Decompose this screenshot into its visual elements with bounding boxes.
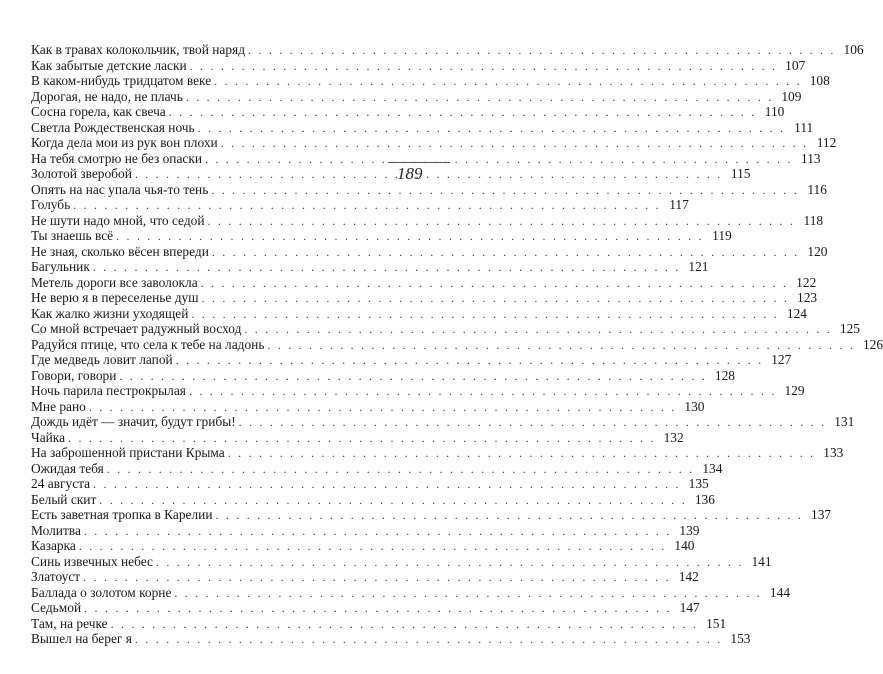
toc-entry-title: Белый скит: [31, 491, 97, 507]
dot-leader: [111, 617, 699, 633]
toc-entry-page: 135: [688, 476, 709, 491]
toc-entry: [31, 290, 818, 306]
dot-leader: [73, 198, 661, 214]
toc-entry-page: 108: [809, 73, 830, 88]
toc-entry: [31, 135, 837, 151]
toc-entry-title: Златоуст: [31, 569, 81, 584]
toc-entry: [31, 119, 814, 136]
dot-leader: [176, 353, 764, 369]
toc-entry: [31, 491, 715, 508]
toc-entry: [31, 42, 864, 58]
dot-leader: [228, 446, 816, 462]
toc-entry-page: 129: [784, 383, 805, 398]
toc-entry-title: Когда дела мои из рук вон плохи: [31, 135, 218, 150]
dot-leader: [79, 539, 667, 555]
toc-entry-title: Опять на нас упала чья-то тень: [31, 181, 209, 197]
toc-entry-page: 153: [730, 631, 751, 646]
toc-entry-page: 134: [702, 460, 723, 476]
toc-entry-page: 113: [801, 150, 821, 166]
toc-entry-title: Как жалко жизни уходящей: [31, 305, 189, 321]
toc-entry-title: Дорогая, не надо, не плачь: [31, 88, 183, 104]
dot-leader: [211, 183, 799, 199]
toc-entry-page: 111: [794, 119, 814, 135]
toc-entry-title: Светла Рождественская ночь: [31, 119, 195, 135]
toc-entry-title: Сосна горела, как свеча: [31, 104, 166, 119]
toc-entry-title: Не верю я в переселенье душ: [31, 290, 199, 305]
toc-entry: [31, 522, 700, 539]
dot-leader: [156, 555, 744, 571]
toc-entry: [31, 259, 709, 275]
dot-leader: [244, 322, 832, 338]
toc-entry-page: 140: [674, 538, 695, 553]
toc-entry-page: 119: [712, 228, 732, 243]
toc-entry-title: Ты знаешь всё: [31, 228, 114, 243]
toc-entry-page: 121: [688, 259, 709, 274]
dot-leader: [68, 431, 656, 447]
toc-entry-title: Где медведь ловит лапой: [31, 352, 173, 367]
toc-entry: [31, 150, 821, 167]
toc-entry: [31, 212, 824, 229]
dot-leader: [135, 167, 723, 183]
toc-entry: [31, 305, 807, 322]
dot-leader: [89, 400, 677, 416]
page-number: 189: [397, 164, 423, 183]
toc-entry-title: Не зная, сколько вёсен впереди: [31, 243, 209, 259]
dot-leader: [198, 121, 786, 137]
toc-entry-title: Молитва: [31, 522, 81, 538]
toc-entry: [31, 538, 695, 554]
dot-leader: [190, 59, 778, 75]
dot-leader: [169, 105, 757, 121]
toc-entry-page: 122: [796, 274, 817, 290]
toc-entry-page: 110: [764, 104, 785, 119]
toc-entry-page: 112: [816, 135, 837, 150]
toc-entry-title: Там, на речке: [31, 615, 108, 631]
toc-entry-title: Золотой зверобой: [31, 166, 132, 181]
toc-entry-page: 123: [797, 290, 818, 305]
toc-entry-title: Чайка: [31, 429, 66, 445]
dot-leader: [93, 260, 681, 276]
toc-entry-title: Мне рано: [31, 398, 86, 414]
toc-entry: [31, 615, 727, 632]
toc-entry-page: 133: [823, 445, 844, 460]
toc-entry-title: Со мной встречает радужный восход: [31, 321, 242, 336]
toc-entry: [31, 57, 806, 74]
dot-leader: [116, 229, 704, 245]
toc-entry-title: Вышел на берег я: [31, 631, 132, 646]
toc-entry-page: 142: [678, 569, 699, 584]
toc-entry-title: Голубь: [31, 197, 71, 212]
toc-entry: [31, 476, 709, 492]
toc-entry-title: Синь извечных небес: [31, 553, 153, 569]
toc-entry-page: 147: [679, 600, 700, 615]
toc-entry-title: Ночь парила пестрокрылая: [31, 383, 186, 398]
toc-entry: [31, 321, 860, 337]
dot-leader: [221, 136, 809, 152]
toc-entry: [31, 352, 792, 368]
toc-entry: [31, 414, 855, 430]
toc-entry-page: 118: [803, 212, 824, 228]
toc-entry-title: Как забытые детские ласки: [31, 57, 187, 73]
toc-entry-page: 117: [669, 197, 689, 212]
toc-entry-title: На заброшенной пристани Крыма: [31, 445, 225, 460]
toc-entry-title: Багульник: [31, 259, 90, 274]
dot-leader: [201, 276, 789, 292]
toc-entry: [31, 460, 723, 477]
toc-entry: [31, 336, 883, 353]
dot-leader: [189, 384, 777, 400]
toc-entry-title: Ожидая тебя: [31, 460, 104, 476]
toc-entry-page: 106: [843, 42, 864, 57]
toc-entry-title: Как в травах колокольчик, твой наряд: [31, 42, 246, 57]
toc-entry-page: 137: [811, 507, 832, 522]
toc-entry: [31, 104, 785, 120]
toc-entry-page: 124: [786, 305, 807, 321]
toc-entry-page: 125: [839, 321, 860, 336]
toc-entry: [31, 228, 732, 244]
toc-entry-page: 109: [781, 88, 802, 104]
toc-entry-page: 116: [807, 181, 827, 197]
toc-entry: [31, 507, 832, 523]
toc-entry: [31, 383, 805, 399]
dot-leader: [216, 508, 804, 524]
toc-entry-page: 151: [706, 615, 727, 631]
dot-leader: [191, 307, 779, 323]
dot-leader: [267, 338, 855, 354]
toc-entry-title: Седьмой: [31, 600, 82, 615]
toc-entry-title: Дождь идёт — значит, будут грибы!: [31, 414, 236, 429]
toc-entry: [31, 88, 802, 105]
toc-entry-page: 120: [807, 243, 828, 259]
toc-entry-page: 139: [679, 522, 700, 538]
dot-leader: [208, 214, 796, 230]
dot-leader: [214, 74, 802, 90]
dot-leader: [84, 524, 672, 540]
toc-entry: [31, 584, 791, 601]
dot-leader: [202, 291, 790, 307]
dot-leader: [186, 90, 774, 106]
folio-rule: [388, 162, 450, 163]
dot-leader: [239, 415, 827, 431]
dot-leader: [174, 586, 762, 602]
toc-entry-page: 107: [785, 57, 806, 73]
toc-entry-title: На тебя смотрю не без опаски: [31, 150, 202, 166]
dot-leader: [99, 493, 687, 509]
toc-entry-page: 144: [769, 584, 791, 600]
toc-entry-title: Не шути надо мной, что седой: [31, 212, 205, 228]
dot-leader: [119, 369, 707, 385]
dot-leader: [93, 477, 681, 493]
toc-entry: [31, 181, 827, 198]
toc-entry-page: 130: [684, 398, 705, 414]
toc-entry-title: Есть заветная тропка в Карелии: [31, 507, 213, 522]
toc-entry-page: 132: [663, 429, 684, 445]
toc-entry-title: Казарка: [31, 538, 76, 553]
toc-entry: [31, 73, 830, 89]
toc-entry-title: 24 августа: [31, 476, 91, 491]
toc-entry-page: 126: [862, 336, 883, 352]
dot-leader: [84, 601, 672, 617]
toc-entry: [31, 569, 699, 585]
toc-entry-title: В каком-нибудь тридцатом веке: [31, 73, 212, 88]
toc-entry-page: 115: [730, 166, 751, 181]
dot-leader: [135, 632, 723, 648]
dot-leader: [107, 462, 695, 478]
toc-entry-page: 131: [834, 414, 855, 429]
toc-entry: [31, 243, 828, 260]
toc-entry-page: 127: [771, 352, 792, 367]
toc-entry-page: 136: [694, 491, 715, 507]
dot-leader: [248, 43, 836, 59]
toc-entry: [31, 274, 817, 291]
toc-entry: [31, 600, 700, 616]
dot-leader: [205, 152, 793, 168]
toc-entry: [31, 631, 751, 647]
dot-leader: [212, 245, 800, 261]
toc-entry: [31, 445, 844, 461]
toc-entry-title: Говори, говори: [31, 367, 117, 383]
toc-entry: [31, 197, 689, 213]
toc-entry-page: 141: [751, 553, 772, 569]
toc-entry: [31, 553, 772, 570]
toc-entry: [31, 398, 705, 415]
toc-entry-title: Метель дороги все заволокла: [31, 274, 198, 290]
toc-entry-page: 128: [714, 367, 735, 383]
toc-entry-title: Баллада о золотом корне: [31, 584, 172, 600]
dot-leader: [83, 570, 671, 586]
toc-entry: [31, 429, 684, 446]
toc-entry-title: Радуйся птице, что села к тебе на ладонь: [31, 336, 265, 352]
toc-entry: [31, 367, 735, 384]
